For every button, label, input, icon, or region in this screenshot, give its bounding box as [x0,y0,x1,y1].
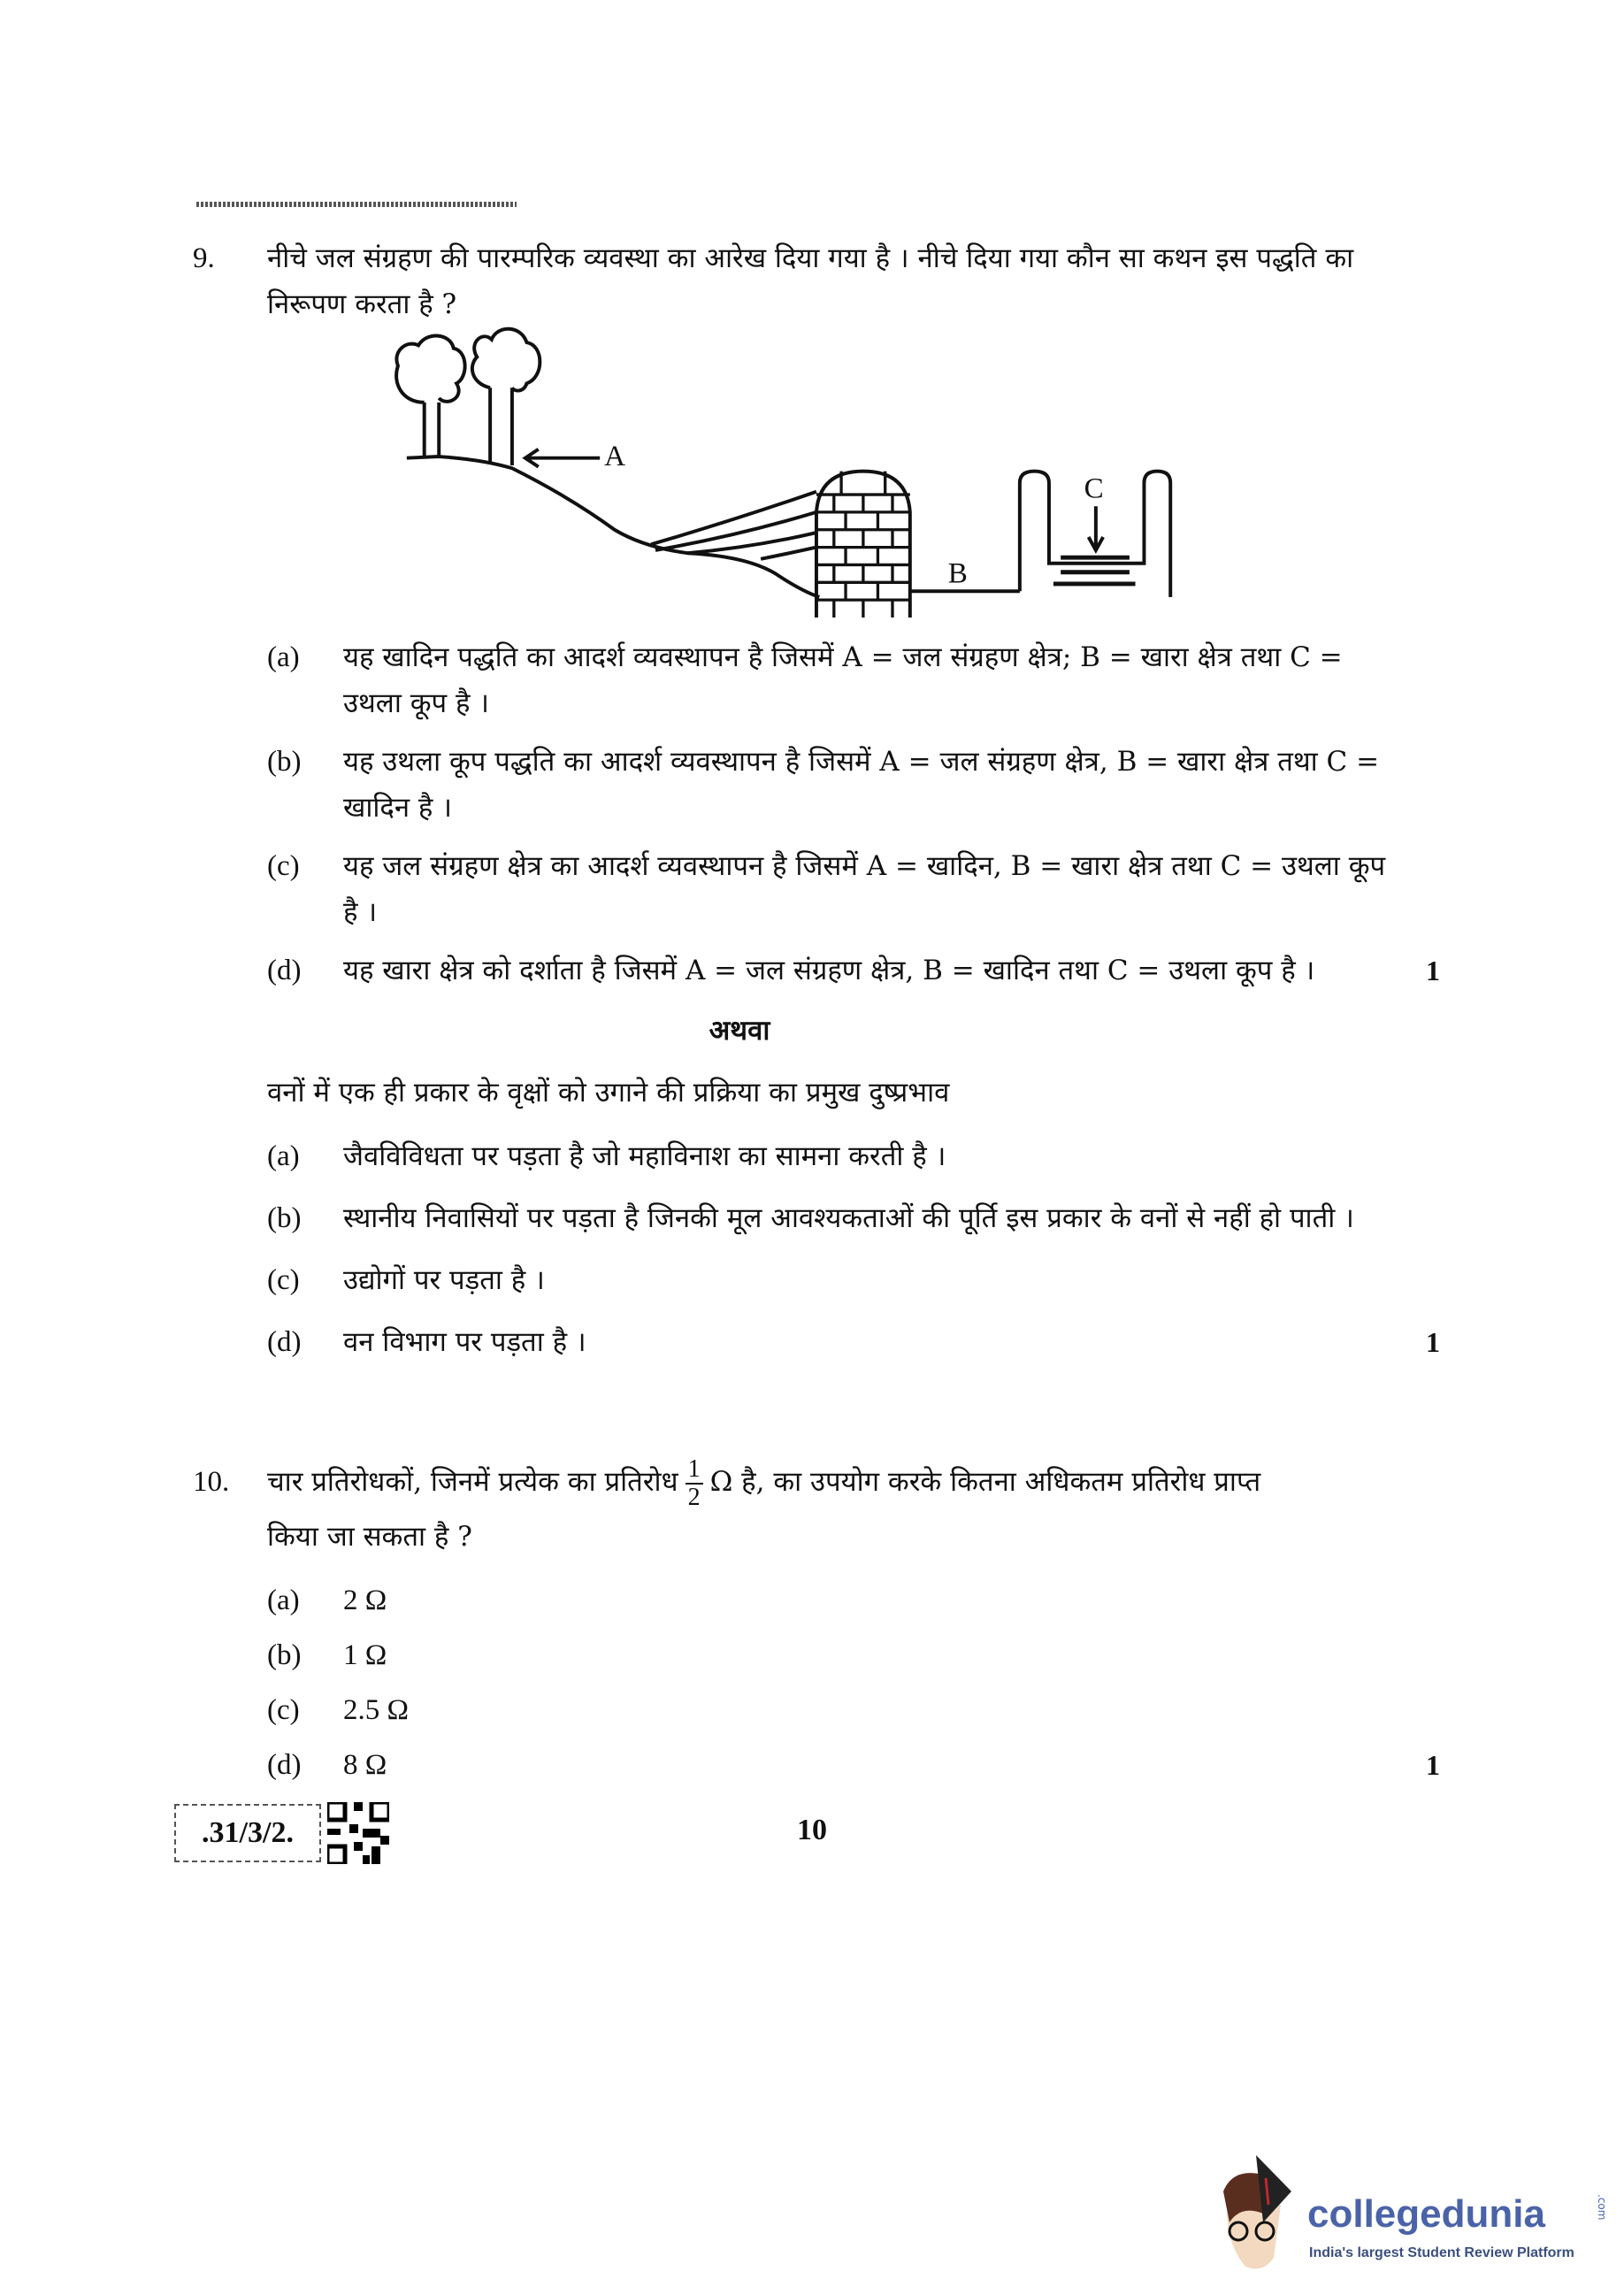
option [267,1742,1467,1788]
option-text [343,634,1389,726]
question-9-alternative [193,1070,1467,1116]
fraction-numerator: 1 [686,1456,703,1485]
option-text-line: स्थानीय निवासियों पर पड़ता है जिनकी मूल आवश्यकताओं की पूर्ति इस प्रकार के वनों से नहीं हो [343,1202,1282,1234]
option-text [343,1195,1389,1241]
brand-suffix: .com [1596,2194,1608,2221]
option [267,1632,1467,1678]
option-label: (b) [267,1639,302,1671]
label-b: B [947,557,968,590]
option [267,634,1467,726]
option-label: (d) [267,1749,302,1781]
option [267,1319,1467,1365]
option-text-line: तथा C = खादिन है । [343,746,1380,824]
option-text-line: यह खादिन पद्धति का आदर्श व्यवस्थापन है जिसमें A = जल संग्रहण क्षेत्र; B = खारा क्षेत्र तथा [343,641,1282,673]
option [267,1257,1467,1303]
option-text: उद्योगों पर पड़ता है । [343,1264,545,1296]
option-label: (d) [267,1326,302,1358]
question-text-line [267,1450,1389,1514]
question-text: वनों में एक ही प्रकार के वृक्षों को उगाने की प्रक्रिया का प्रमुख दुष्प्रभाव [267,1077,950,1109]
option-text-line: C = उथला कूप है । [343,850,1386,928]
option [267,948,1467,994]
collegedunia-watermark [1210,2152,1617,2275]
option-text [343,739,1389,831]
question-number: 10. [193,1466,230,1498]
option-text: 2.5 Ω [343,1694,410,1726]
question-text-part: Ω है, का उपयोग करके कितना अधिकतम प्रतिरोध प्राप्त [709,1466,1261,1498]
option-text: यह खारा क्षेत्र को दर्शाता है जिसमें A = जल संग्रहण क्षेत्र, B = खादिन तथा C = उथला कूप है । [343,955,1315,986]
page-footer [193,1804,1467,1862]
option-text [343,843,1389,935]
option-label: (c) [267,1264,300,1296]
diagram-spacer [193,327,1467,622]
option-label: (d) [267,955,302,986]
label-a: A [604,440,626,472]
option-label: (c) [267,1694,300,1726]
option-text: 1 Ω [343,1639,387,1671]
marks: 1 [1426,1749,1440,1781]
option-text: 8 Ω [343,1749,387,1781]
brand-tagline: India's largest Student Review Platform [1309,2245,1574,2260]
question-content [193,235,1467,1862]
question-9 [193,235,1467,327]
label-c: C [1084,472,1104,505]
option-text: 2 Ω [343,1585,387,1616]
option [267,1195,1467,1241]
option-label: (a) [267,641,300,673]
option-label: (a) [267,1585,300,1616]
question-number: 9. [193,242,215,274]
option-label: (c) [267,850,300,882]
mascot-logo-icon [1210,2152,1307,2275]
option [267,1133,1467,1179]
fraction-denominator: 2 [687,1483,701,1511]
or-heading: अथवा [709,1015,770,1047]
option [267,1577,1467,1623]
question-text [267,1450,1389,1560]
marks: 1 [1426,955,1440,986]
question-text-line: पद्धति का निरूपण करता है ? [267,242,1354,320]
paper-code: .31/3/2. [174,1804,321,1862]
option-text-line: पाती । [1289,1202,1354,1234]
option-label: (b) [267,1202,302,1234]
option [267,843,1467,935]
option-text-line: C = उथला कूप है । [343,641,1343,719]
option-text-line: यह जल संग्रहण क्षेत्र का आदर्श व्यवस्थापन है जिसमें A = खादिन, B = खारा क्षेत्र तथा [343,850,1212,882]
question-text [267,235,1389,327]
question-text-line: किया जा सकता है ? [267,1521,472,1553]
question-text-part: चार प्रतिरोधकों, जिनमें प्रत्येक का प्रतिरोध [267,1466,678,1498]
option-text: जैवविविधता पर पड़ता है जो महाविनाश का सामना करती है । [343,1140,946,1172]
question-10 [193,1450,1467,1560]
brand-name: collegedunia [1307,2192,1545,2236]
option-text: वन विभाग पर पड़ता है । [343,1326,586,1358]
marks: 1 [1426,1326,1440,1358]
option [267,739,1467,831]
page-number: 10 [797,1814,827,1846]
option-label: (a) [267,1140,300,1172]
question-text-line: नीचे जल संग्रहण की पारम्परिक व्यवस्था का आरेख दिया गया है । नीचे दिया गया कौन सा कथन इस [267,242,1248,274]
option-text-line: यह उथला कूप पद्धति का आदर्श व्यवस्थापन है जिसमें A = जल संग्रहण क्षेत्र, B = खारा क्षेत्र [343,746,1269,778]
fraction-half [686,1456,703,1511]
option-label: (b) [267,746,302,778]
option [267,1687,1467,1733]
